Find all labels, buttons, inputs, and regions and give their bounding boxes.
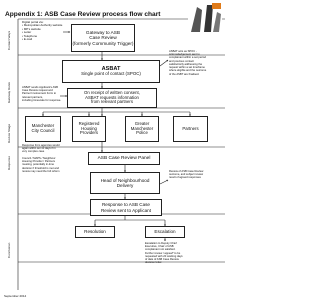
- escalation-note: [145, 242, 221, 265]
- consent-line: On receipt of written consent,: [84, 89, 140, 95]
- head-line: Head of Neighbourhood: [100, 177, 150, 183]
- side-label-gateway: Gateway Rules: [7, 82, 11, 103]
- note-line: review may need the full reform: [22, 169, 60, 173]
- response-line: Review sent to Applicant: [100, 207, 152, 213]
- note-line: requested with 20 working days: [145, 254, 183, 258]
- resolution-label: Resolution: [84, 229, 106, 235]
- note-line: meeting, potentially in-time: [22, 163, 54, 167]
- consent-box: [67, 88, 157, 108]
- partner-housing-providers: [72, 116, 106, 142]
- partner-line: Greater: [134, 120, 150, 126]
- note-line: Case Review request and: [22, 89, 53, 93]
- note-line: Review of ASB Case Review: [169, 170, 204, 173]
- note-line: again within set 10 days if in: [22, 147, 56, 151]
- case-review-panel-box: [88, 152, 160, 165]
- asbat-box: [62, 60, 160, 83]
- gateway-line: (formerly Community Trigger): [72, 40, 134, 46]
- note-line: including timescale for response.: [22, 98, 62, 102]
- partner-line: Registered: [78, 120, 100, 126]
- review-outcome-note: [169, 170, 221, 180]
- partner-line: Manchester: [31, 123, 55, 129]
- asb-logo-icon: [188, 2, 222, 35]
- side-label-review: Review Stage: [7, 123, 11, 143]
- partner-line: Manchester: [130, 125, 154, 131]
- resolution-box: [75, 226, 115, 238]
- council-meeting-note: [22, 157, 84, 173]
- note-line: ASBAT sends Applicant's ASB: [22, 86, 58, 89]
- note-line: very complex case: [22, 150, 45, 154]
- arrow-asbat-note: [160, 60, 168, 66]
- gateway-line: Case Review: [89, 35, 117, 41]
- note-line: and previous contact: [169, 59, 194, 63]
- asbat-spoc-note: [169, 50, 221, 76]
- note-line: Escalation to Deputy Chief: [145, 242, 177, 245]
- note-line: satisfactorily addressing the: [169, 62, 203, 66]
- note-line: ASBAT acts as SPOC -: [169, 50, 197, 53]
- page-title: Appendix 1: ASB Case Review process flow chart: [5, 11, 161, 18]
- note-line: request within a set timeframe: [169, 66, 205, 70]
- response-to-applicant-box: [90, 199, 162, 216]
- contact-item: • E-mail: [22, 37, 33, 42]
- note-line: of the ASBT are finalised.: [169, 72, 200, 76]
- response-line: Response to ASB Case: [101, 202, 150, 208]
- note-line: outcome, and subject review: [169, 173, 204, 177]
- partner-line: Housing: [81, 125, 97, 131]
- side-label-contact: Contact Ways: [7, 30, 11, 50]
- contact-channels: [22, 21, 66, 42]
- note-line: Acknowledgement sent to: [169, 53, 200, 57]
- contact-item: • Letter: [22, 30, 32, 35]
- note-line: Housing Provider / Partners: [22, 160, 56, 164]
- note-line: Council / MAPS / Neighbour: [22, 157, 56, 160]
- escalation-box: [145, 226, 185, 238]
- consent-line: from relevant partners: [90, 99, 134, 105]
- note-line: decision letter.: [145, 261, 163, 265]
- note-line: of date of ASB Case Review: [145, 258, 179, 262]
- note-line: Further review / appeal* to be: [145, 251, 181, 255]
- panel-label: ASB Case Review Panel: [97, 155, 151, 161]
- asbat-partner-note: [22, 86, 64, 102]
- note-line: relevant partners,: [22, 95, 43, 99]
- side-label-conclusion: Conclusion: [7, 242, 11, 258]
- note-line: result of agreed responses: [169, 176, 201, 180]
- note-line: Executive, Chair of ASB: [145, 245, 174, 249]
- side-label-response: Response: [7, 156, 11, 170]
- partner-line: City Council: [31, 128, 55, 133]
- contact-item: • Telephone: [22, 33, 38, 38]
- gateway-line: Gateway to ASB: [85, 30, 121, 36]
- note-line: complainant within a set period: [169, 56, 206, 60]
- partner-city-council: [25, 116, 61, 142]
- contact-heading: Digital portal via:: [22, 20, 44, 24]
- note-line: Response from agencies would: [22, 144, 60, 147]
- logo-graphic: [188, 2, 222, 35]
- head-line: Delivery: [116, 183, 134, 188]
- partner-other: [173, 116, 208, 142]
- contact-item: • MP's website: [22, 26, 41, 31]
- asbat-heading: ASBAT: [101, 65, 121, 72]
- arrow-head-review-note: [160, 180, 168, 184]
- note-line: complainant not satisfied.: [145, 248, 176, 252]
- partner-police: [125, 116, 159, 142]
- partner-line: Providers: [79, 130, 99, 136]
- asbat-subheading: Single point of contact (SPOC): [81, 71, 141, 77]
- footer-date: September 2014: [4, 294, 27, 298]
- note-line: where eligible and the outcome: [169, 69, 207, 73]
- head-of-delivery-box: [90, 172, 160, 194]
- note-line: decision if threshold is met and: [22, 166, 59, 170]
- partner-line: Partners: [182, 125, 199, 131]
- consent-line: ASBAT requests information: [85, 94, 139, 100]
- response-timescale-note: [22, 144, 70, 154]
- contact-item: • Metropolitan Authority website: [22, 23, 63, 28]
- note-line: Partner Involvement Form to: [22, 92, 57, 96]
- gateway-box: [71, 24, 135, 52]
- partner-line: Police: [136, 130, 148, 136]
- escalation-label: Escalation: [154, 229, 176, 235]
